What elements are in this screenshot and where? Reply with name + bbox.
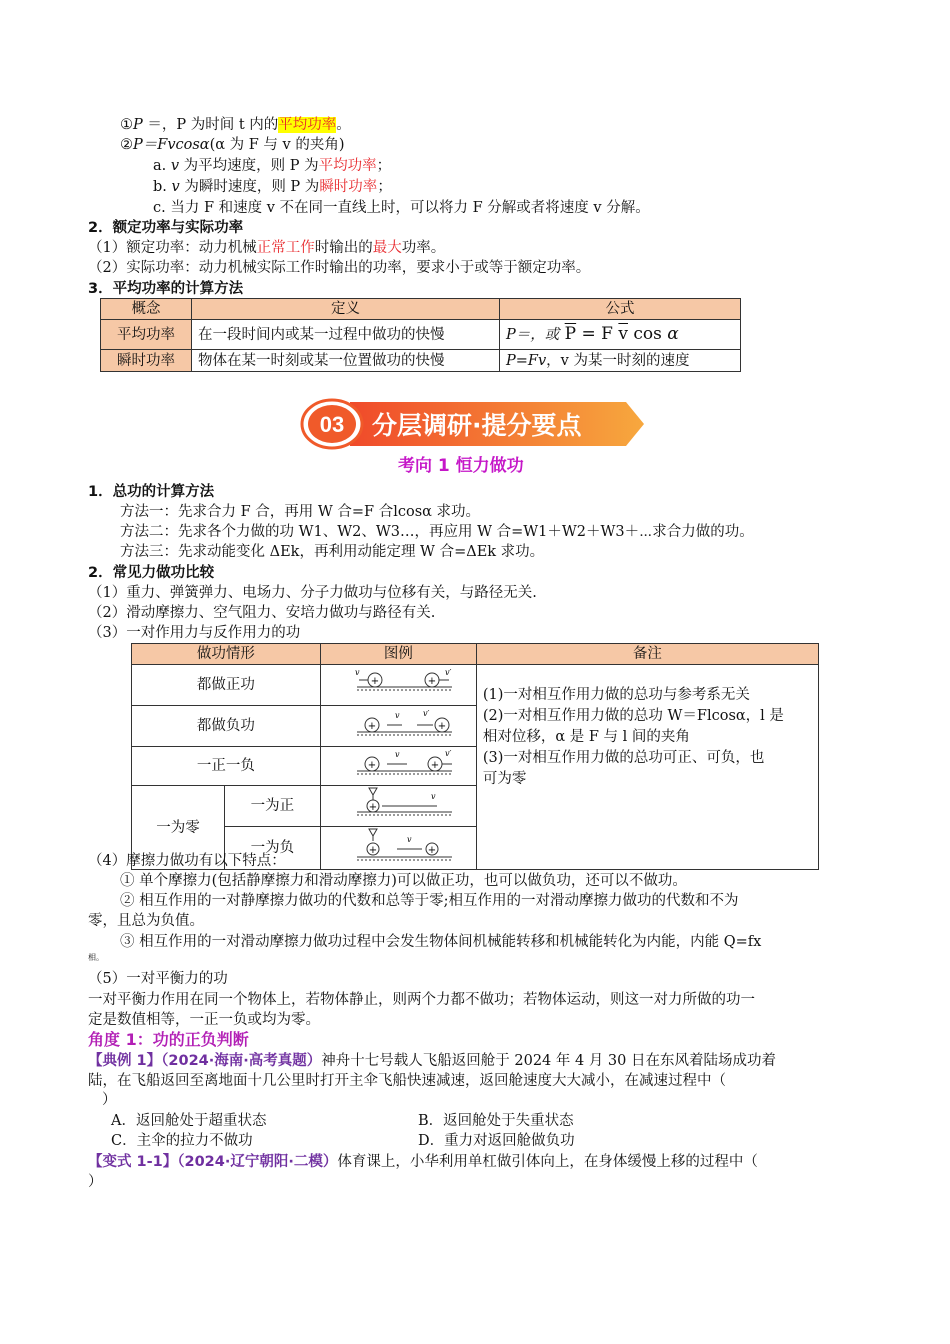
banner-number: 03 [319, 412, 345, 437]
friction-point-3: ③ 相互作用的一对滑动摩擦力做功过程中会发生物体间机械能转移和机械能转化为内能，内能 Q=fx [120, 934, 762, 950]
heading-common-work: 2．常见力做功比较 [88, 565, 215, 581]
balance-text-1: 一对平衡力作用在同一个物体上，若物体静止，则两个力都不做功；若物体运动，则这一对力所做的功一 [88, 992, 755, 1008]
col-concept: 概念 [101, 299, 192, 320]
svg-text:+: + [427, 845, 437, 856]
col-remark: 备注 [476, 644, 818, 665]
variant-1-line-1: 【变式 1-1】（2024·辽宁朝阳·二模）体育课上，小华利用单杠做引体向上，在身体缓慢上移的过程中（ [88, 1154, 758, 1170]
balance-text-2: 定是数值相等，一正一负或均为零。 [88, 1012, 320, 1028]
svg-text:+: + [437, 721, 447, 732]
formula-line-a: a. v 为平均速度，则 P 为平均功率； [153, 158, 392, 174]
option-a[interactable]: A．返回舱处于超重状态 [111, 1113, 267, 1129]
option-b[interactable]: B．返回舱处于失重状态 [418, 1113, 574, 1129]
friction-heading: （4）摩擦力做功有以下特点： [88, 853, 286, 869]
svg-text:v′: v′ [422, 709, 430, 718]
col-definition: 定义 [192, 299, 500, 320]
friction-point-1: ① 单个摩擦力(包括静摩擦力和滑动摩擦力)可以做正功，也可以做负功，还可以不做功。 [120, 873, 687, 889]
diagram-one-pos-one-neg [320, 747, 476, 786]
svg-text:+: + [368, 802, 378, 813]
common-line-2: （2）滑动摩擦力、空气阻力、安培力做功与路径有关. [88, 605, 436, 621]
rated-line-1: （1）额定功率：动力机械正常工作时输出的最大功率。 [88, 240, 446, 256]
col-diagram: 图例 [320, 644, 476, 665]
example-1-line-2: 陆，在飞船返回至离地面十几公里时打开主伞飞船快速减速，返回舱速度大大减小，在减速过程中（ [88, 1073, 726, 1089]
table-row: 一为负 + + v [132, 827, 819, 870]
svg-text:+: + [427, 676, 437, 687]
formula-line-c: c. 当力 F 和速度 v 不在同一直线上时，可以将力 F 分解或者将速度 v 分解。 [153, 200, 650, 216]
svg-text:+: + [368, 845, 378, 856]
example-1-line-3: ） [102, 1092, 117, 1108]
example-1-line-1: 【典例 1】（2024·海南·高考真题）神舟十七号载人飞船返回舱于 2024 年 4 月 30 日在东风着陆场成功着 [88, 1053, 776, 1069]
svg-text:+: + [430, 760, 440, 771]
option-d[interactable]: D．重力对返回舱做负功 [418, 1133, 575, 1149]
rated-line-2: （2）实际功率：动力机械实际工作时输出的功率，要求小于或等于额定功率。 [88, 260, 591, 276]
svg-text:v′: v′ [444, 749, 452, 758]
example-tag: 【典例 1】 [88, 1053, 162, 1069]
remark-cell: (1)一对相互作用力做的总功与参考系无关 (2)一对相互作用力做的总功 W＝Flcosα，l 是 相对位移，α 是 F 与 l 间的夹角 (3)一对相互作用力做的总功可正、可负，也 可为零 [476, 665, 818, 870]
friction-subscript: 相。 [88, 953, 104, 962]
banner-title: 分层调研·提分要点 [372, 411, 582, 440]
table-row: 都做负功 + + v v′ [132, 706, 819, 747]
heading-avg-power: 3．平均功率的计算方法 [88, 281, 244, 297]
svg-text:+: + [370, 676, 380, 687]
friction-point-2b: 零，且总为负值。 [88, 913, 204, 929]
svg-text:v: v [406, 835, 412, 844]
table-row: 一为零 一为正 + v [132, 786, 819, 827]
highlight-average-power: 平均功率 [278, 117, 337, 133]
method-1: 方法一：先求合力 F 合，再用 W 合=F 合lcosα 求功。 [120, 504, 481, 520]
svg-text:v′: v′ [444, 668, 452, 677]
method-3: 方法三：先求动能变化 ΔEk，再利用动能定理 W 合=ΔEk 求功。 [120, 544, 545, 560]
section-title: 考向 1 恒力做功 [398, 456, 524, 476]
common-line-3: （3）一对作用力与反作用力的功 [88, 625, 301, 641]
table-row: 一正一负 + + v v′ [132, 747, 819, 786]
friction-point-2a: ② 相互作用的一对静摩擦力做功的代数和总等于零;相互作用的一对滑动摩擦力做功的代数和不为 [120, 893, 739, 909]
common-line-1: （1）重力、弹簧弹力、电场力、分子力做功与位移有关，与路径无关. [88, 585, 537, 601]
svg-text:+: + [367, 721, 377, 732]
method-2: 方法二：先求各个力做的功 W1、W2、W3…，再应用 W 合=W1＋W2＋W3＋⋯求合力做的功。 [120, 524, 754, 540]
table-row: 平均功率 在一段时间内或某一过程中做功的快慢 P＝，或 $\overline{P} = F$ $\overline{v}$ cos α [101, 320, 741, 350]
diagram-zero-negative [320, 827, 476, 870]
svg-text:v: v [394, 711, 400, 720]
formula-line-b: b. v 为瞬时速度，则 P 为瞬时功率； [153, 179, 392, 195]
heading-rated-power: 2．额定功率与实际功率 [88, 220, 244, 236]
avg-power-table [100, 298, 741, 372]
svg-text:v: v [354, 668, 360, 677]
section-banner [300, 398, 646, 450]
table-row: 都做正功 + + v v′ (1)一对相互作用力做的总功与参考系无关 (2)一对相互作用力做的总功 W＝Flcosα，l 是 相对位移，α 是 F 与 l 间的夹角 (3)一对相互作用力做的总功可正、可负，也 可为零 [132, 665, 819, 706]
diagram-zero-positive [320, 786, 476, 827]
col-formula: 公式 [500, 299, 741, 320]
heading-total-work: 1．总功的计算方法 [88, 484, 215, 500]
diagram-both-positive [320, 665, 476, 706]
table-row: 瞬时功率 物体在某一时刻或某一位置做功的快慢 P=Fv，v 为某一时刻的速度 [101, 350, 741, 372]
variant-source: （2024·辽宁朝阳·二模） [177, 1154, 338, 1170]
svg-text:v: v [430, 792, 436, 801]
svg-text:+: + [367, 760, 377, 771]
formula-line-1: ①P ＝，P 为时间 t 内的平均功率。 [120, 117, 351, 133]
diagram-both-negative [320, 706, 476, 747]
col-situation: 做功情形 [132, 644, 321, 665]
option-c[interactable]: C．主伞的拉力不做功 [111, 1133, 253, 1149]
angle-title: 角度 1：功的正负判断 [88, 1030, 249, 1049]
pair-force-table [131, 643, 819, 870]
example-source: （2024·海南·高考真题） [161, 1053, 322, 1069]
balance-heading: （5）一对平衡力的功 [88, 971, 228, 987]
svg-text:v: v [394, 750, 400, 759]
variant-1-line-2: ） [88, 1174, 103, 1190]
variant-tag: 【变式 1-1】 [88, 1154, 178, 1170]
formula-line-2: ②P＝Fvcosα(α 为 F 与 v 的夹角) [120, 137, 345, 153]
